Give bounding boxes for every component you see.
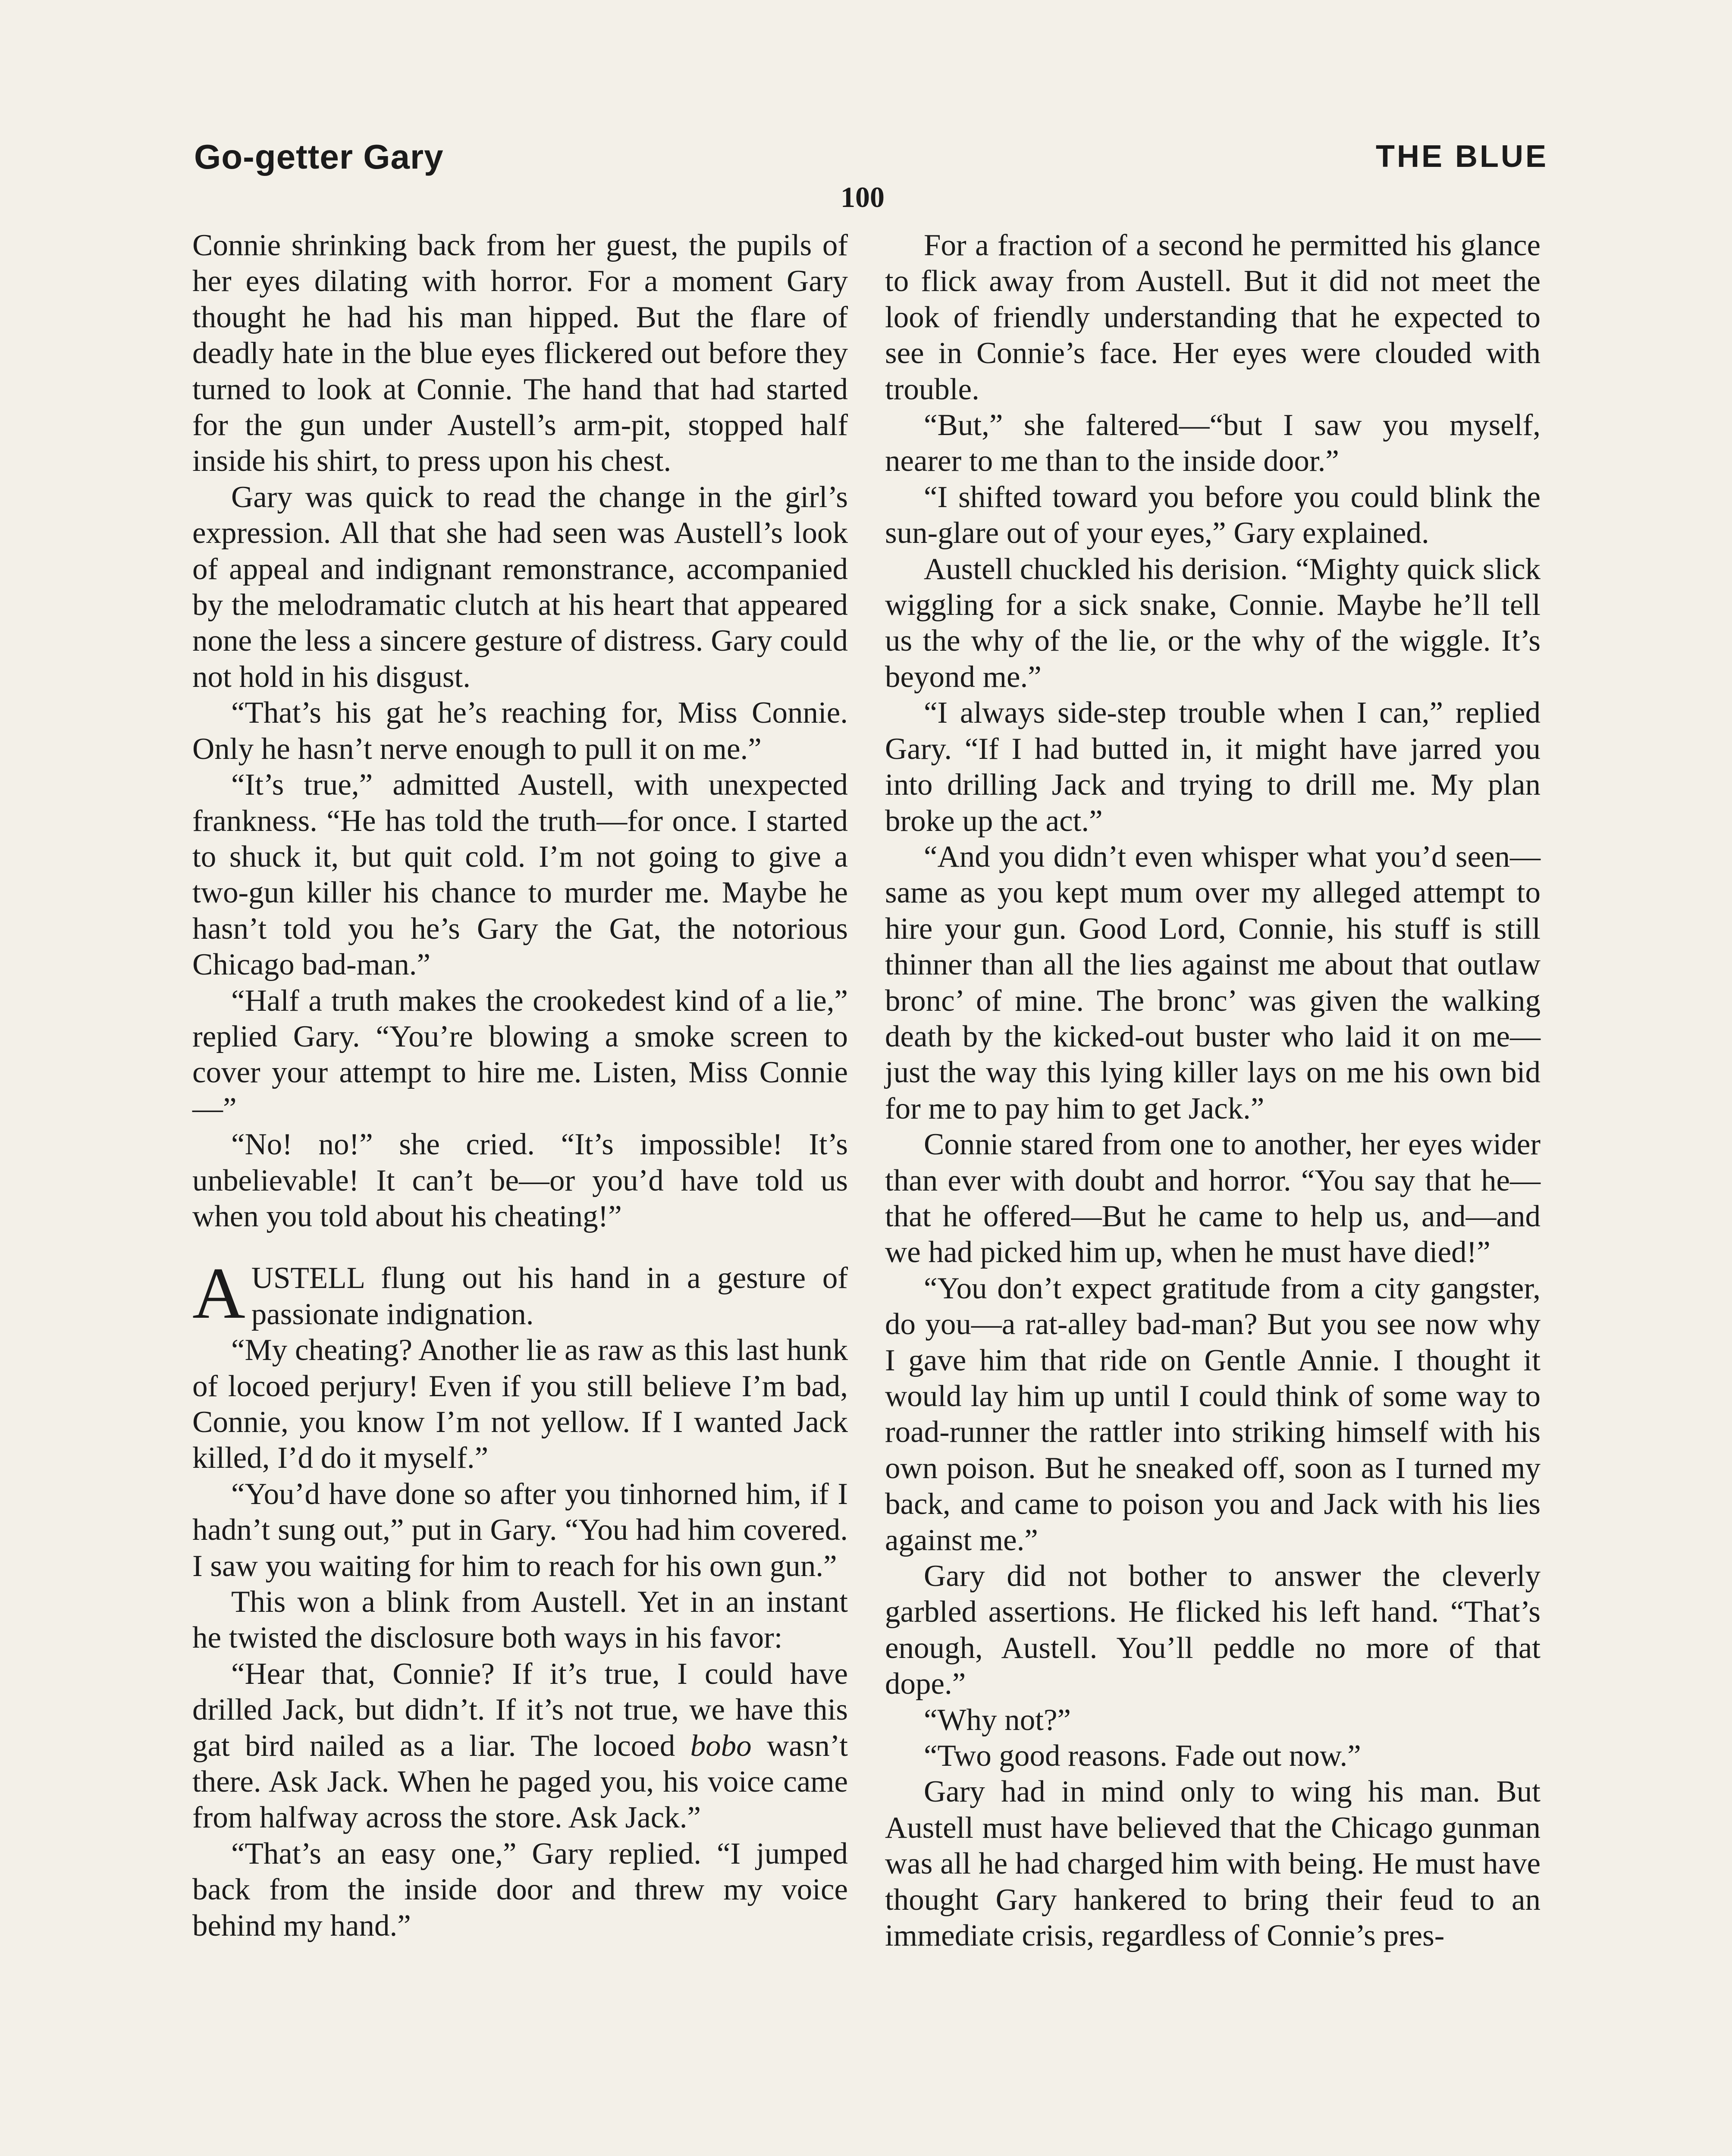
paragraph: Connie shrinking back from her guest, the pupils of her eyes dilating with horror. For a moment Gary thought he had his man hipped. But the flare of deadly hate in the blue eyes flickered out before they turned to look at Connie. The hand that had started for the gun under Austell’s arm-pit, stopped half inside his shirt, to press upon his chest. bbox=[192, 229, 848, 478]
paragraph: “Half a truth makes the crookedest kind of a lie,” replied Gary. “You’re blowing a smoke screen to cover your attempt to hire me. Listen, Miss Connie—” bbox=[192, 984, 848, 1125]
left-column bbox=[192, 228, 848, 1944]
section-opening-paragraph bbox=[192, 1253, 848, 1334]
paragraph: “Why not?” bbox=[924, 1703, 1071, 1737]
paragraph: “It’s true,” admitted Austell, with unexpected frankness. “He has told the truth—for once. I started to shuck it, but quit cold. I’m not going to give a two-gun killer his chance to murder me. Maybe he hasn’t told you he’s Gary the Gat, the notorious Chicago bad-man.” bbox=[192, 768, 848, 982]
paragraph: Connie stared from one to another, her eyes wider than ever with doubt and horror. “You say that he—that he offered—But he came to help us, and—and we had picked him up, when he must have died!” bbox=[885, 1128, 1541, 1269]
paragraph: “You’d have done so after you tinhorned him, if I hadn’t sung out,” put in Gary. “You had him covered. I saw you waiting for him to reach for his own gun.” bbox=[192, 1477, 848, 1583]
paragraph: For a fraction of a second he permitted his glance to flick away from Austell. But it did not meet the look of friendly understanding that he expected to see in Connie’s face. Her eyes were clouded with trouble. bbox=[885, 229, 1541, 406]
paragraph: “That’s his gat he’s reaching for, Miss Connie. Only he hasn’t nerve enough to pull it on me.” bbox=[192, 696, 848, 766]
paragraph: “My cheating? Another lie as raw as this last hunk of locoed perjury! Even if you still believe I’m bad, Connie, you know I’m not yellow. If I wanted Jack killed, I’d do it myself.” bbox=[192, 1333, 848, 1475]
paragraph: This won a blink from Austell. Yet in an instant he twisted the disclosure both ways in his favor: bbox=[192, 1585, 848, 1655]
paragraph: “But,” she faltered—“but I saw you myself, nearer to me than to the inside door.” bbox=[885, 408, 1541, 478]
paragraph: “You don’t expect gratitude from a city gangster, do you—a rat-alley bad-man? But you see now why I gave him that ride on Gentle Annie. I thought it would lay him up until I could think of some way to road-runner the rattler into striking himself with his own poison. But he sneaked off, soon as I turned my back, and came to poison you and Jack with his lies against me.” bbox=[885, 1271, 1541, 1557]
paragraph: “I shifted toward you before you could blink the sun-glare out of your eyes,” Gary explained. bbox=[885, 480, 1541, 550]
paragraph: Gary did not bother to answer the cleverly garbled assertions. He flicked his left hand. “That’s enough, Austell. You’ll peddle no more of that dope.” bbox=[885, 1559, 1541, 1701]
paragraph: “And you didn’t even whisper what you’d seen—same as you kept mum over my alleged attempt to hire your gun. Good Lord, Connie, his stuff is still thinner than all the lies against me about that outlaw bronc’ of mine. The bronc’ was given the walking death by the kicked-out buster who laid it on me—just the way this lying killer lays on me his own bid for me to pay him to get Jack.” bbox=[885, 840, 1541, 1125]
magazine-title: THE BLUE bbox=[1376, 139, 1548, 174]
right-column bbox=[885, 228, 1541, 1954]
paragraph-text: USTELL flung out his hand in a gesture of passionate indignation. bbox=[251, 1261, 848, 1331]
paragraph: “Hear that, Connie? If it’s true, I could have drilled Jack, but didn’t. If it’s not true, we have this gat bird nailed as a liar. The locoed bobo wasn’t there. Ask Jack. When he paged you, his voice came from halfway across the store. Ask Jack.” bbox=[192, 1657, 848, 1835]
paragraph: Gary was quick to read the change in the girl’s expression. All that she had seen was Austell’s look of appeal and indignant remonstrance, accompanied by the melodramatic clutch at his heart that appeared none the less a sincere gesture of distress. Gary could not hold in his disgust. bbox=[192, 480, 848, 694]
paragraph: “No! no!” she cried. “It’s impossible! It’s unbelievable! It can’t be—or you’d have told us when you told about his cheating!” bbox=[192, 1128, 848, 1233]
paragraph: “That’s an easy one,” Gary replied. “I jumped back from the inside door and threw my voice behind my hand.” bbox=[192, 1836, 848, 1943]
story-title: Go-getter Gary bbox=[194, 138, 444, 176]
paragraph: Austell chuckled his derision. “Mighty quick slick wiggling for a sick snake, Connie. Maybe he’ll tell us the why of the lie, or the why of the wiggle. It’s beyond me.” bbox=[885, 552, 1541, 694]
paragraph: “Two good reasons. Fade out now.” bbox=[924, 1739, 1361, 1773]
page-number: 100 bbox=[841, 181, 885, 213]
paragraph: “I always side-step trouble when I can,” replied Gary. “If I had butted in, it might have jarred you into drilling Jack and trying to drill me. My plan broke up the act.” bbox=[885, 696, 1541, 838]
paragraph: Gary had in mind only to wing his man. But Austell must have believed that the Chicago gunman was all he had charged him with being. He must have thought Gary hankered to bring their feud to an immediate crisis, regardless of Connie’s pres- bbox=[885, 1775, 1541, 1953]
drop-cap: A bbox=[192, 1253, 245, 1334]
